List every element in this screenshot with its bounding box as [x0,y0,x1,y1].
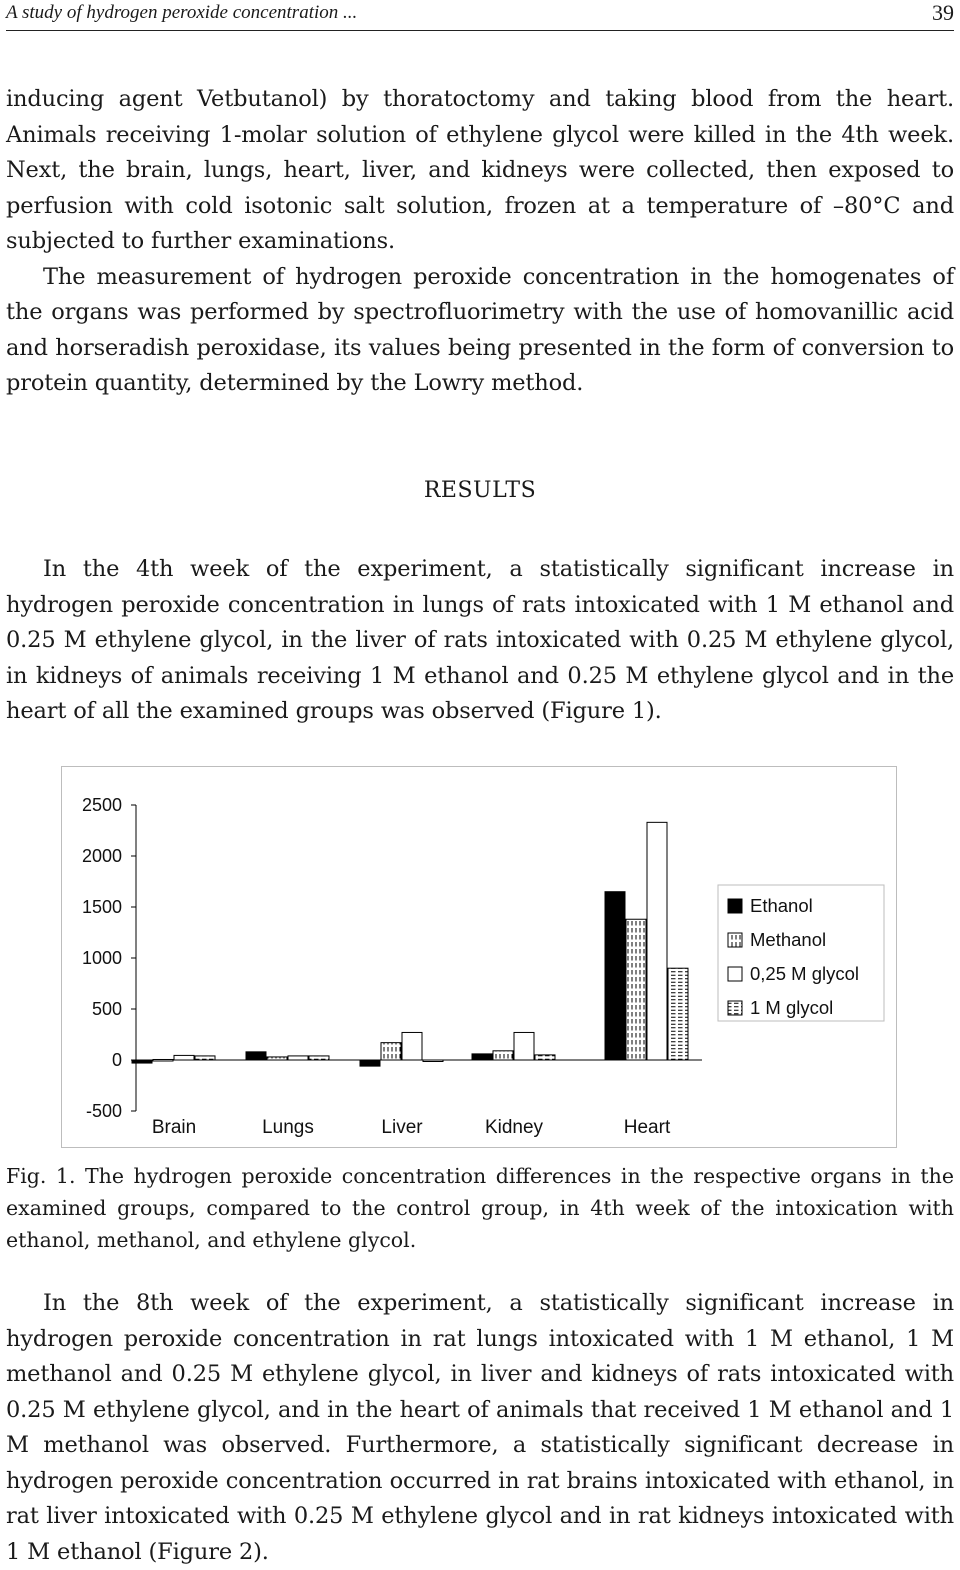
legend-label: Ethanol [750,895,813,916]
bar-liver-ethanol [360,1060,380,1066]
results-paragraph-1: In the 4th week of the experiment, a statistically significant increase in hydrogen peroxide concentration in lungs of rats intoxicated with 1 M ethanol and 0.25 M ethylene glycol, in the liver of rats intoxicated with 0.25 M ethylene glycol, in kidneys of animals receiving 1 M ethanol and 0.25 M ethylene glycol and in the heart of all the examined groups was observed (Figure 1). [6,556,954,724]
x-category-label: Kidney [484,1117,544,1138]
bar-lungs-ethanol [246,1052,266,1060]
figure-caption: Fig. 1. The hydrogen peroxide concentration differences in the respective organs in the examined groups, compared to the control group, in 4th week of the intoxication with ethanol, methanol, and ethylene glycol. [6,1164,954,1252]
y-tick-label: -500 [85,1101,122,1121]
bar-heart-methanol [626,919,646,1060]
x-category-label: Brain [151,1117,197,1138]
y-tick-label: 1500 [81,897,122,917]
figure-1 [61,766,897,1148]
bar-brain-methanol [153,1059,173,1061]
page-number: 39 [932,0,954,25]
y-tick-label: 500 [91,999,122,1019]
bar-lungs-0-25-m-glycol [288,1056,308,1060]
y-tick-label: 2000 [81,846,122,866]
x-category-label: Liver [381,1117,423,1138]
bar-chart [62,767,896,1147]
legend-swatch [728,967,742,981]
y-tick-label: 2500 [81,795,122,815]
bar-lungs-methanol [267,1057,287,1060]
bar-liver-1-m-glycol [423,1060,443,1062]
bar-liver-0-25-m-glycol [402,1032,422,1060]
bar-lungs-1-m-glycol [309,1056,329,1060]
running-header [6,0,954,31]
section-title-results: RESULTS [423,478,537,503]
legend-label: 0,25 M glycol [750,963,859,984]
bar-kidney-ethanol [472,1054,492,1060]
bar-kidney-1-m-glycol [535,1055,555,1060]
results-paragraph-2: In the 8th week of the experiment, a statistically significant increase in hydrogen peroxide concentration in rat lungs intoxicated with 1 M ethanol, 1 M methanol and 0.25 M ethylene glycol, in liver and kidneys of rats intoxicated with 0.25 M ethylene glycol, and in the heart of animals that received 1 M ethanol and 1 M methanol was observed. Furthermore, a statistically significant decrease in hydrogen peroxide concentration occurred in rat brains intoxicated with ethanol, in rat liver intoxicated with 0.25 M ethylene glycol and in rat kidneys intoxicated with 1 M ethanol (Figure 2). [6,1290,954,1565]
bar-brain-ethanol [132,1060,152,1063]
legend-label: 1 M glycol [750,997,834,1018]
legend-swatch [728,933,742,947]
legend-label: Methanol [750,929,827,950]
legend-swatch [728,1001,742,1015]
x-category-label: Lungs [262,1117,314,1138]
bar-heart-1-m-glycol [668,968,688,1060]
bar-heart-0-25-m-glycol [647,822,667,1060]
legend-swatch [728,899,742,913]
x-category-label: Heart [623,1117,671,1138]
methods-text-2: The measurement of hydrogen peroxide concentration in the homogenates of the organs was performed by spectrofluorimetry with the use of homovanillic acid and horseradish peroxidase, its values being presented in the form of conversion to protein quantity, determined by the Lowry method. [6,263,954,396]
bar-brain-0-25-m-glycol [174,1055,194,1060]
y-tick-label: 1000 [81,948,122,968]
bar-heart-ethanol [605,892,625,1060]
running-title: A study of hydrogen peroxide concentration ... [6,2,358,23]
bar-brain-1-m-glycol [195,1056,215,1060]
bar-kidney-methanol [493,1051,513,1060]
methods-paragraph [6,82,954,402]
y-tick-label: 0 [111,1050,122,1070]
methods-text-1: inducing agent Vetbutanol) by thoratoctomy and taking blood from the heart. Animals receiving 1-molar solution of ethylene glycol were killed in the 4th week. Next, the brain, lungs, heart, liver, and kidneys were collected, then exposed to perfusion with cold isotonic salt solution, frozen at a temperature of –80°C and subjected to further examinations. [6,86,954,254]
bar-liver-methanol [381,1043,401,1060]
bar-kidney-0-25-m-glycol [514,1032,534,1060]
